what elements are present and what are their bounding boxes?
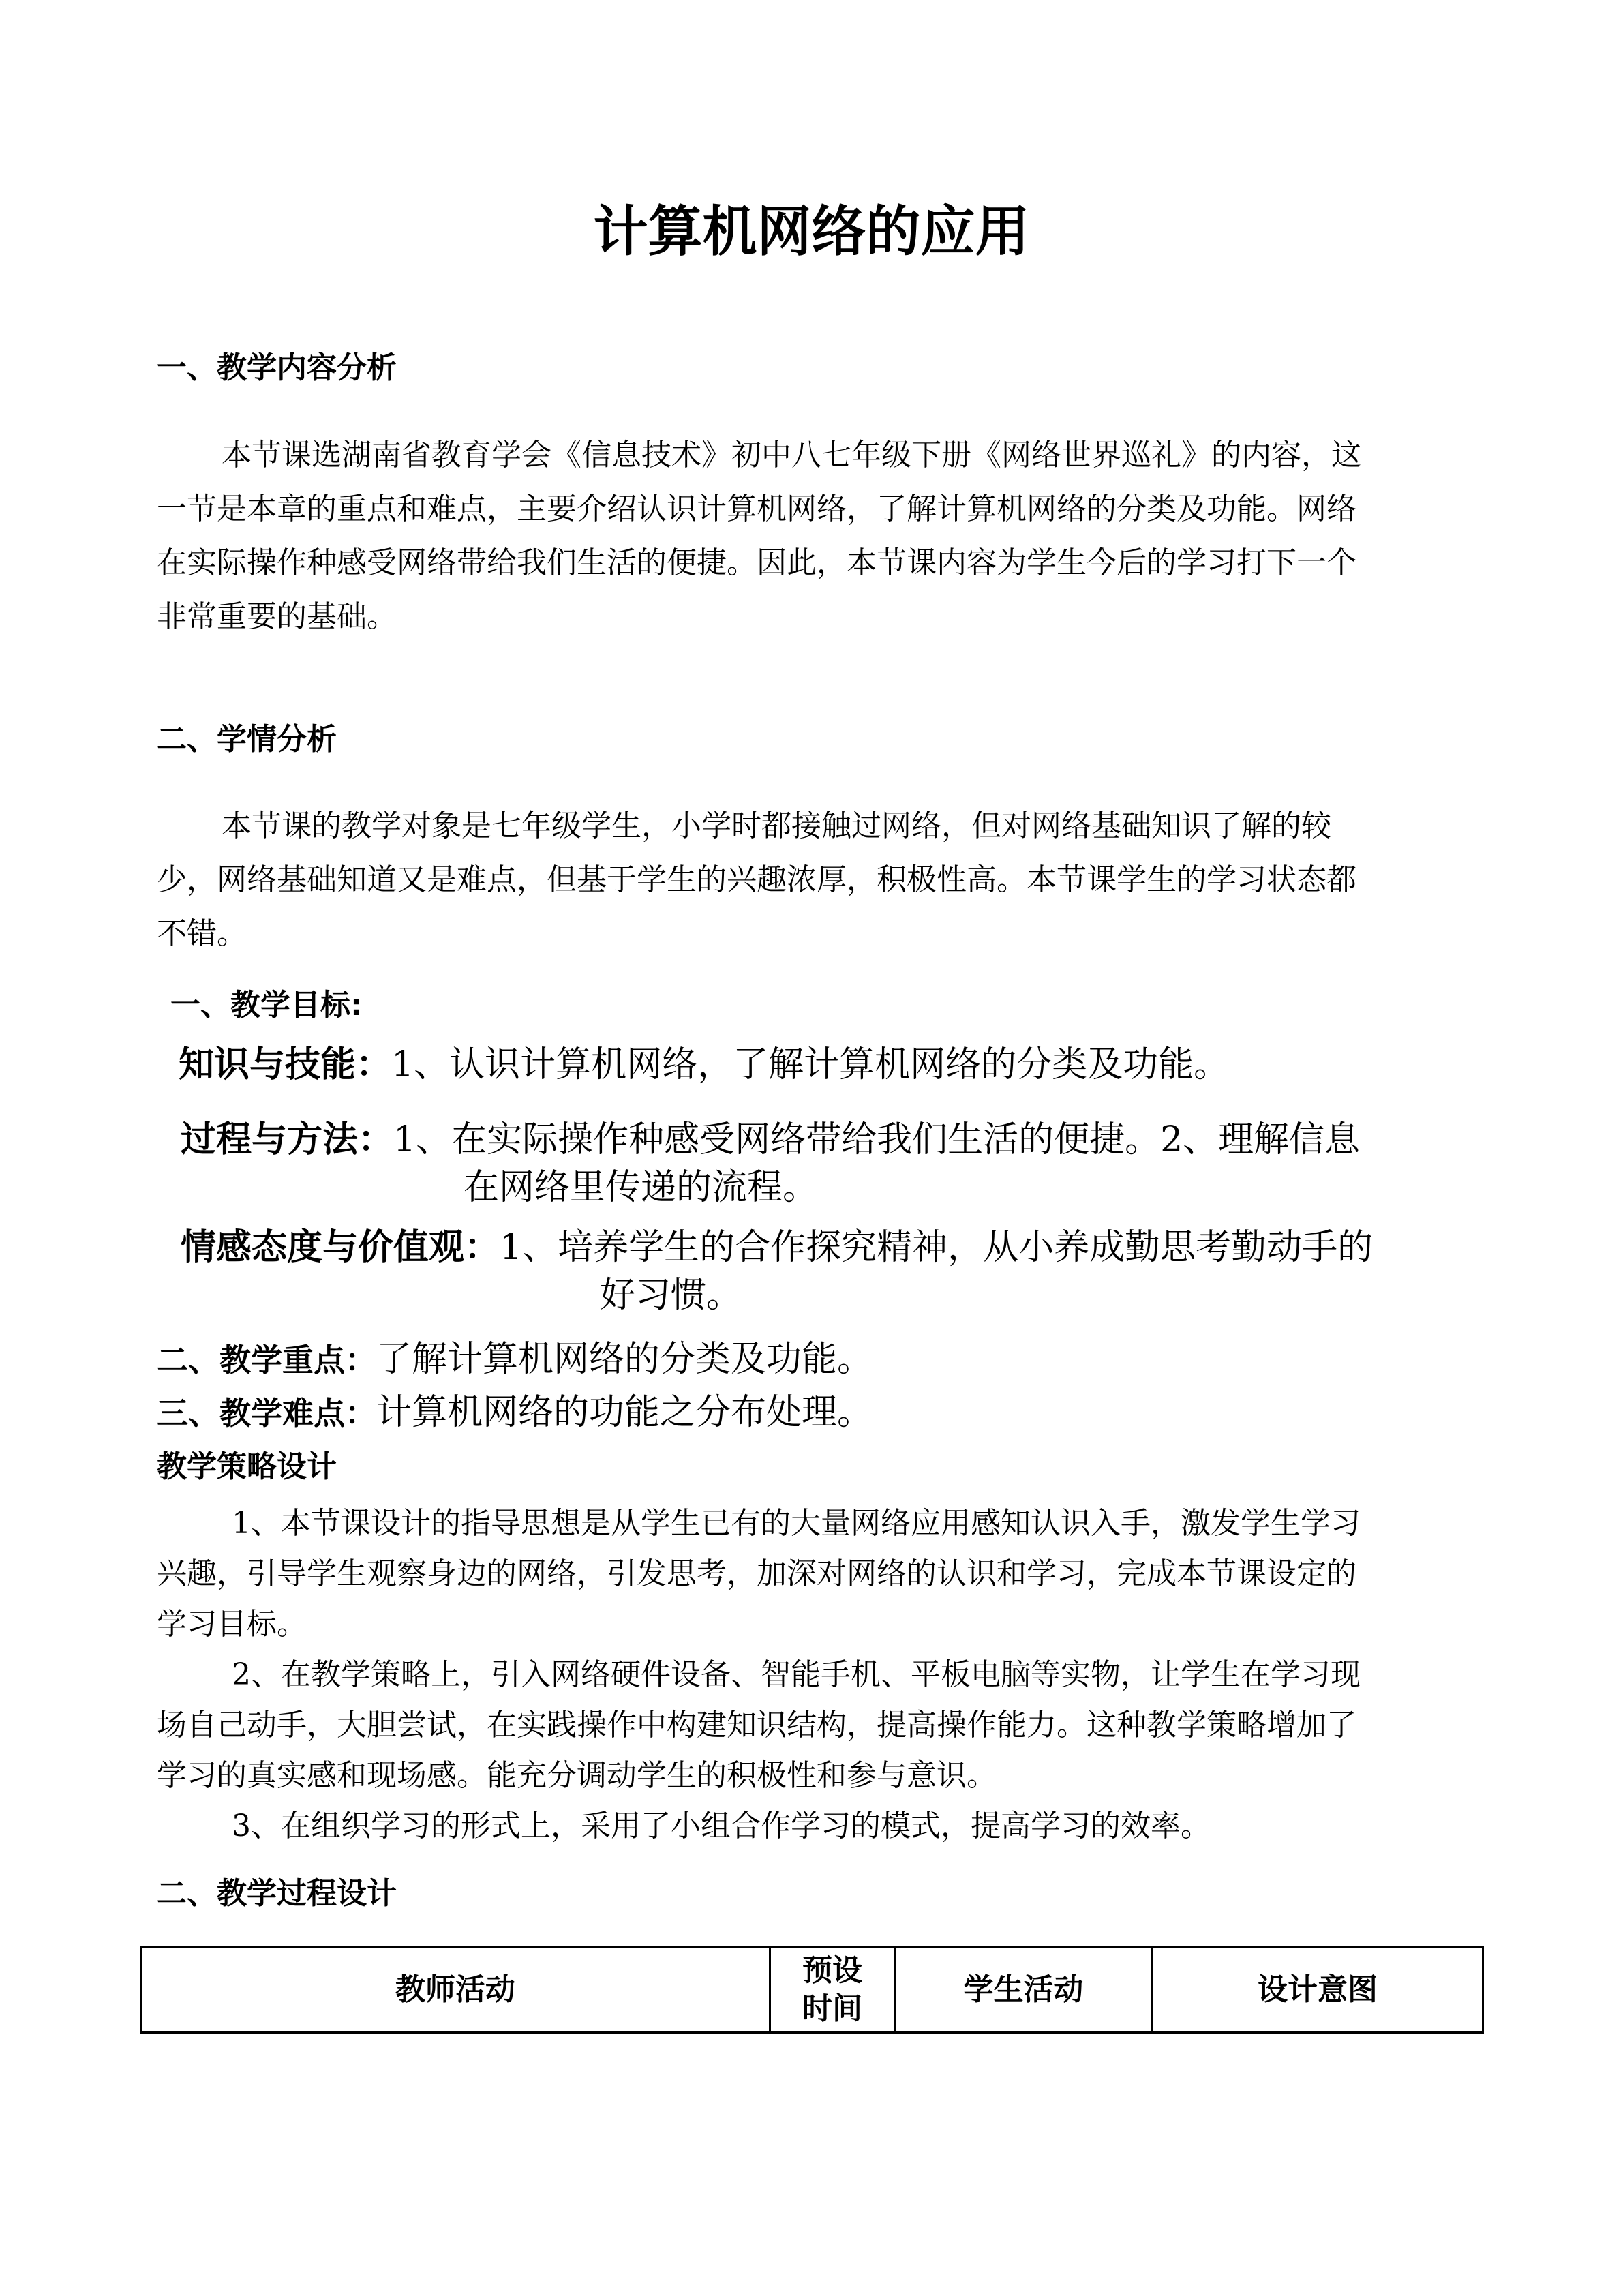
text-line: 非常重要的基础。 bbox=[157, 599, 397, 634]
header-preset-time bbox=[770, 1948, 895, 2033]
goal-knowledge bbox=[179, 1043, 1229, 1087]
text-line: 学习的真实感和现场感。能充分调动学生的积极性和参与意识。 bbox=[157, 1758, 997, 1793]
goal-emotion-label: 情感态度与价值观： bbox=[181, 1227, 500, 1268]
header-time-label: 时间 bbox=[802, 1991, 862, 2026]
goal-process-text-1: 1、在实际操作种感受网络带给我们生活的便捷。2、理解信息 bbox=[393, 1119, 1361, 1160]
goal-emotion-text-2: 好习惯。 bbox=[600, 1275, 742, 1316]
paragraph-student-analysis bbox=[157, 799, 1466, 961]
goal-knowledge-text: 1、认识计算机网络，了解计算机网络的分类及功能。 bbox=[391, 1044, 1230, 1085]
text-line: 本节课的教学对象是七年级学生，小学时都接触过网络，但对网络基础知识了解的较 bbox=[222, 809, 1331, 843]
section-heading-teaching-goals: 一、教学目标: bbox=[170, 988, 363, 1023]
section-heading-process: 二、教学过程设计 bbox=[157, 1876, 397, 1911]
goal-process bbox=[181, 1118, 1360, 1162]
text-line: 在实际操作种感受网络带给我们生活的便捷。因此，本节课内容为学生今后的学习打下一个 bbox=[157, 545, 1356, 580]
goal-emotion-text-1: 1、培养学生的合作探究精神，从小养成勤思考勤动手的 bbox=[500, 1227, 1374, 1268]
text-line: 1、本节课设计的指导思想是从学生已有的大量网络应用感知认识入手，激发学生学习 bbox=[232, 1506, 1361, 1541]
text-line: 学习目标。 bbox=[157, 1607, 307, 1642]
goal-knowledge-label: 知识与技能： bbox=[179, 1044, 392, 1085]
teaching-process-table bbox=[140, 1946, 1484, 2034]
goal-emotion bbox=[181, 1226, 1373, 1269]
keypoint-text: 了解计算机网络的分类及功能。 bbox=[376, 1339, 873, 1380]
text-line: 一节是本章的重点和难点，主要介绍认识计算机网络，了解计算机网络的分类及功能。网络 bbox=[157, 492, 1356, 526]
teaching-keypoint bbox=[157, 1338, 873, 1382]
text-line: 兴趣，引导学生观察身边的网络，引发思考，加深对网络的认识和学习，完成本节课设定的 bbox=[157, 1556, 1356, 1591]
text-line: 3、在组织学习的形式上，采用了小组合作学习的模式，提高学习的效率。 bbox=[232, 1809, 1211, 1843]
teaching-difficulty bbox=[157, 1391, 873, 1435]
goal-process-label: 过程与方法： bbox=[181, 1119, 394, 1160]
paragraph-content-analysis bbox=[157, 428, 1466, 644]
keypoint-label: 二、教学重点： bbox=[157, 1342, 376, 1378]
header-preset-label: 预设 bbox=[802, 1953, 862, 1988]
section-heading-student-analysis: 二、学情分析 bbox=[157, 722, 337, 757]
text-line: 场自己动手，大胆尝试，在实践操作中构建知识结构，提高操作能力。这种教学策略增加了 bbox=[157, 1708, 1356, 1742]
section-heading-strategy: 教学策略设计 bbox=[157, 1449, 337, 1484]
header-design-intent: 设计意图 bbox=[1153, 1948, 1483, 2033]
text-line: 少，网络基础知道又是难点，但基于学生的兴趣浓厚，积极性高。本节课学生的学习状态都 bbox=[157, 862, 1356, 897]
difficulty-label: 三、教学难点： bbox=[157, 1395, 376, 1432]
text-line: 2、在教学策略上，引入网络硬件设备、智能手机、平板电脑等实物，让学生在学习现 bbox=[232, 1657, 1361, 1692]
difficulty-text: 计算机网络的功能之分布处理。 bbox=[376, 1392, 873, 1433]
header-student-activity: 学生活动 bbox=[895, 1948, 1153, 2033]
paragraph-strategy bbox=[157, 1498, 1466, 1852]
text-line: 不错。 bbox=[157, 916, 247, 951]
goal-process-text-2: 在网络里传递的流程。 bbox=[464, 1167, 819, 1208]
section-heading-content-analysis: 一、教学内容分析 bbox=[157, 350, 397, 385]
text-line: 本节课选湖南省教育学会《信息技术》初中八七年级下册《网络世界巡礼》的内容，这 bbox=[222, 438, 1361, 472]
table-header-row bbox=[141, 1948, 1483, 2033]
header-teacher-activity: 教师活动 bbox=[141, 1948, 770, 2033]
page-title: 计算机网络的应用 bbox=[593, 200, 1030, 263]
